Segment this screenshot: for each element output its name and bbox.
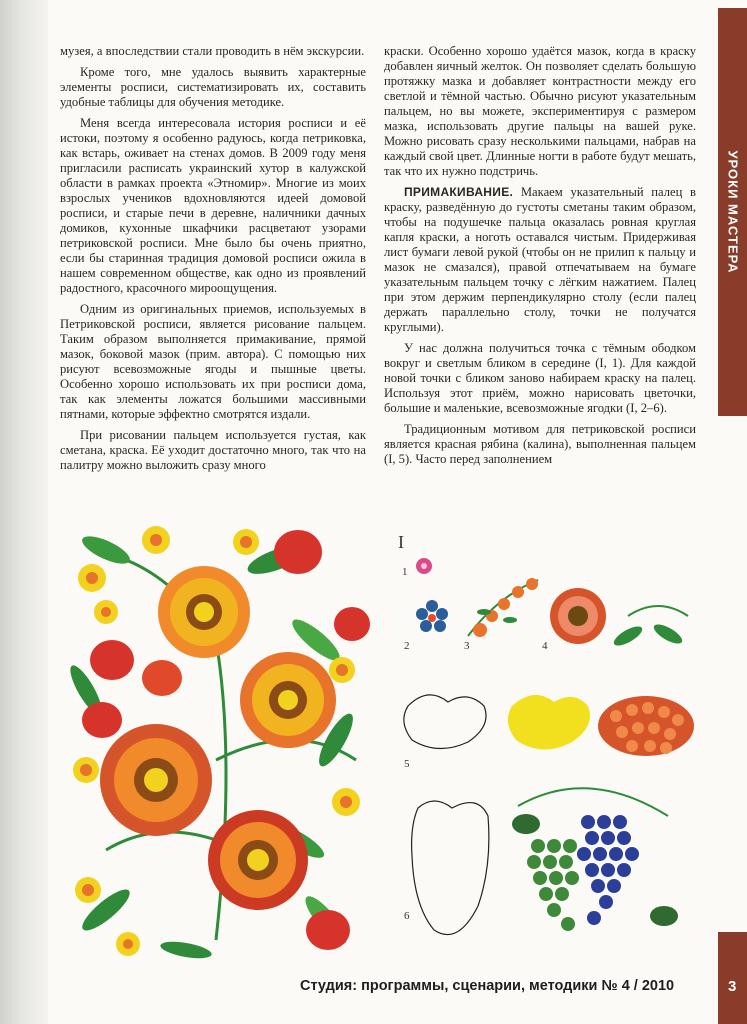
- paragraph: У нас должна получиться точка с тёмным ободком вокруг и светлым бликом в середине (I, 1). Для каждой новой точки с бликом заново набираем краску на палец. Используя этот приём, можно нарисовать цветочки, большие и маленькие, всевозможные ягодки (I, 2–6).: [384, 341, 696, 415]
- example-3-branch: [468, 578, 538, 637]
- paragraph-body: Макаем указательный палец в краску, разведённую до густоты сметаны таким образом, чтобы на подушечке пальца оказалась ровная круглая капля краски, а ноготь оставался чистым. Придерживая лист бумаги левой рукой (чтобы он не прилип к пальцу и мазок не смазался), правой отпечатываем на бумаге указательным пальцем точку с лёгким нажатием. Палец при этом держим перпендикулярно столу (если палец держать параллельно столу, точки не получатся круглыми).: [384, 185, 696, 334]
- petrikivka-painting-image: [66, 520, 372, 960]
- paragraph-primakivanie: [384, 185, 696, 335]
- plate-label-5: 5: [404, 758, 410, 770]
- plate-label-6: 6: [404, 910, 410, 922]
- section-heading: ПРИМАКИВАНИЕ.: [404, 185, 514, 199]
- paragraph: При рисовании пальцем используется густая, как сметана, краска. Её уходит достаточно много, так что на палитру можно выложить сразу много: [60, 428, 366, 472]
- example-5-outline: [404, 695, 590, 750]
- section-tab: [718, 8, 747, 416]
- plate-label-3: 3: [464, 640, 470, 652]
- grapes: [512, 788, 678, 931]
- plate-label-2: 2: [404, 640, 410, 652]
- journal-footer: Студия: программы, сценарии, методики № 4 / 2010: [300, 978, 675, 994]
- example-4-large-flower: [550, 588, 606, 644]
- text-column-right: [384, 44, 696, 473]
- plate-label-4: 4: [542, 640, 548, 652]
- plate-label-1: 1: [402, 566, 408, 578]
- text-column-left: [60, 44, 366, 479]
- paragraph: музея, а впоследствии стали проводить в нём экскурсии.: [60, 44, 365, 58]
- example-1-dot: [416, 558, 432, 574]
- paragraph: краски. Особенно хорошо удаётся мазок, когда в краску добавлен яичный желток. Он позволяет сделать большую протяжку мазка и добавляет контрастности между его светлой и тёмной частью. Обычно рисуют указательным пальцем, но вы можете, экспериментируя с размером мазка, использовать другие пальцы на вашей руке. Можно рисовать сразу несколькими пальцами, набрав на каждый свой цвет. Длинные ногти в работе будут мешать, так что их нужно подстричь.: [384, 44, 696, 178]
- paragraph: Одним из оригинальных приемов, используемых в Петриковской росписи, является рисование пальцем. Таким образом выполняется примакивание, прямой мазок, боковой мазок (прим. автора). С помощью них рисуют всевозможные ягоды и пышные цветы. Особенно хорошо использовать их при росписи дома, так как элементы ложатся большими массивными пятнами, которые эффектно смотрятся издали.: [60, 302, 366, 421]
- page-binding-shadow: [0, 0, 48, 1024]
- paragraph: Меня всегда интересовала история росписи и её истоки, поэтому я особенно радуюсь, когда петриковка, как встарь, оживает на стенах домов. В 2009 году меня пригласили расписать украинский хутор в калужской области в рамках проекта «Этномир». Многие из моих взрослых учеников вдохновляются идеей домовой росписи, и старые печи в деревне, наличники дачных домиков, кухонные шкафчики расцветают узорами петриковской росписи. Мне было бы очень приятно, если бы старинная традиция домовой росписи ожила в нашем современном обществе, как одно из проявлений радостного, красочного мироощущения.: [60, 116, 366, 295]
- paragraph: Кроме того, мне удалось выявить характерные элементы росписи, систематизировать их, составить удобные таблицы для обучения методике.: [60, 65, 366, 109]
- rowan-berries: [598, 606, 694, 756]
- section-tab-label: УРОКИ МАСТЕРА: [725, 150, 740, 274]
- plate-roman-numeral: I: [398, 532, 404, 552]
- page-number: 3: [728, 978, 737, 995]
- example-6-outline: [412, 801, 489, 935]
- technique-plate-image: [388, 526, 708, 956]
- paragraph: Традиционным мотивом для петриковской росписи является красная рябина (калина), выполненная пальцем (I, 5). Часто перед заполнением: [384, 422, 696, 466]
- example-2-small-flower: [416, 600, 448, 632]
